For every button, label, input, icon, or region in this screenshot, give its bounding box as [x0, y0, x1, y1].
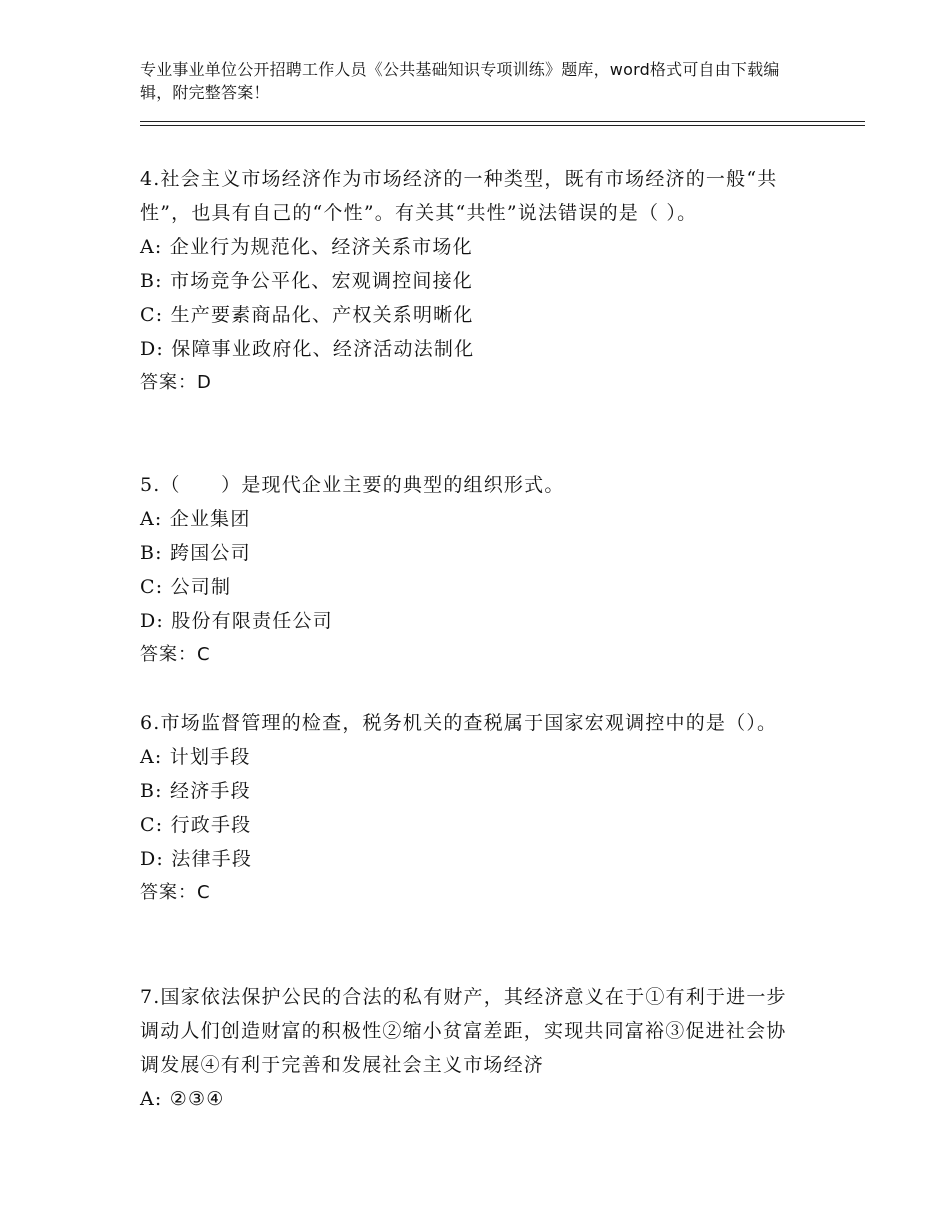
question-stem: 7.国家依法保护公民的合法的私有财产，其经济意义在于①有利于进一步调动人们创造财富的积极性②缩小贫富差距，实现共同富裕③促进社会协调发展④有利于完善和发展社会主义市场经济 — [140, 986, 787, 1076]
answer-label: 答案：C — [140, 644, 211, 665]
option-c: C: 行政手段 — [140, 814, 252, 836]
option-b: B: 跨国公司 — [140, 542, 251, 564]
option-a: A: ②③④ — [140, 1088, 225, 1110]
question-5 — [140, 468, 800, 672]
document-header: 专业事业单位公开招聘工作人员《公共基础知识专项训练》题库，word格式可自由下载编辑，附完整答案！ — [140, 60, 780, 102]
option-d: D: 法律手段 — [140, 848, 253, 870]
question-4 — [140, 162, 800, 400]
option-b: B: 经济手段 — [140, 780, 251, 802]
option-a: A: 企业集团 — [140, 508, 251, 530]
option-d: D: 保障事业政府化、经济活动法制化 — [140, 338, 475, 360]
question-stem: 5.（ ）是现代企业主要的典型的组织形式。 — [140, 474, 565, 496]
option-a: A: 企业行为规范化、经济关系市场化 — [140, 236, 473, 258]
question-stem: 4.社会主义市场经济作为市场经济的一种类型，既有市场经济的一般“共性”，也具有自己的“个性”。有关其“共性”说法错误的是（ ）。 — [140, 168, 778, 224]
option-b: B: 市场竞争公平化、宏观调控间接化 — [140, 270, 474, 292]
option-c: C: 生产要素商品化、产权关系明晰化 — [140, 304, 474, 326]
question-7 — [140, 980, 800, 1116]
option-c: C: 公司制 — [140, 576, 232, 598]
question-stem: 6.市场监督管理的检查，税务机关的查税属于国家宏观调控中的是（）。 — [140, 712, 778, 734]
option-a: A: 计划手段 — [140, 746, 251, 768]
question-6 — [140, 706, 800, 910]
answer-label: 答案：C — [140, 882, 211, 903]
answer-label: 答案：D — [140, 372, 212, 393]
header-rule-bottom — [140, 125, 865, 126]
option-d: D: 股份有限责任公司 — [140, 610, 333, 632]
header-rule-top — [140, 121, 865, 122]
